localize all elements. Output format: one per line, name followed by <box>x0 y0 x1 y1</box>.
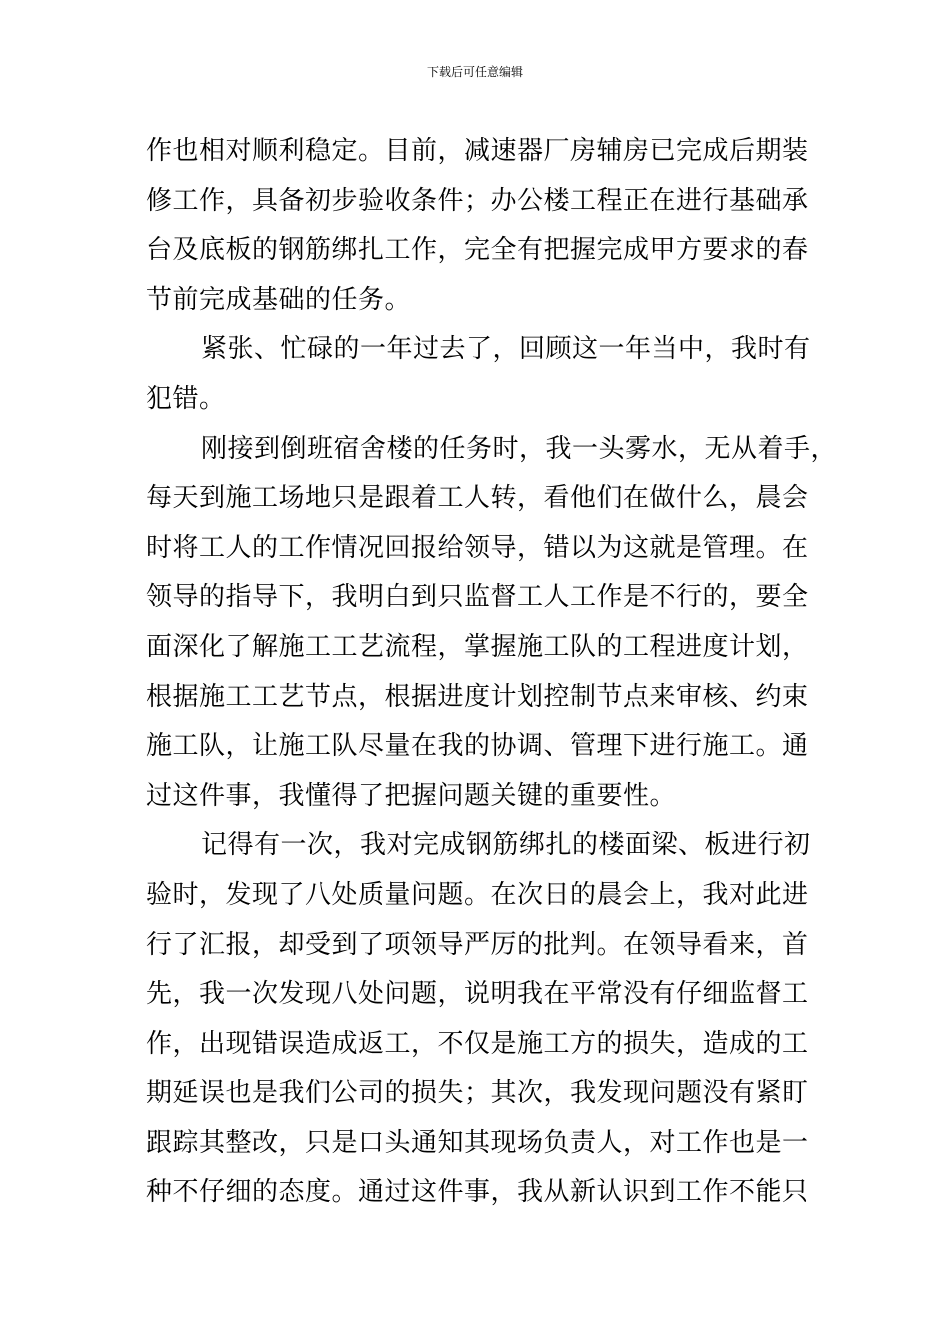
text-line: 节前完成基础的任务。 <box>146 284 412 315</box>
text-line: 时将工人的工作情况回报给领导，错以为这就是管理。在 <box>146 532 809 563</box>
text-line: 验时，发现了八处质量问题。在次日的晨会上，我对此进 <box>146 879 809 910</box>
document-body <box>146 127 838 1218</box>
text-line: 作也相对顺利稳定。目前，减速器厂房辅房已完成后期装 <box>146 136 809 166</box>
text-line: 犯错。 <box>146 383 226 414</box>
text-line: 作，出现错误造成返工，不仅是施工方的损失，造成的工 <box>146 1028 809 1059</box>
text-line: 台及底板的钢筋绑扎工作，完全有把握完成甲方要求的春 <box>146 235 809 266</box>
page-header: 下载后可任意编辑 <box>426 65 523 79</box>
text-line: 先，我一次发现八处问题，说明我在平常没有仔细监督工 <box>146 979 809 1010</box>
text-line: 修工作，具备初步验收条件；办公楼工程正在进行基础承 <box>146 185 809 216</box>
text-line: 行了汇报，却受到了项领导严厉的批判。在领导看来，首 <box>146 929 809 960</box>
text-line: 面深化了解施工工艺流程，掌握施工队的工程进度计划， <box>146 631 809 662</box>
text-line: 跟踪其整改，只是口头通知其现场负责人，对工作也是一 <box>146 1127 809 1158</box>
text-line: 种不仔细的态度。通过这件事，我从新认识到工作不能只 <box>146 1177 809 1208</box>
text-line: 施工队，让施工队尽量在我的协调、管理下进行施工。通 <box>146 731 809 762</box>
paragraph-start-line: 刚接到倒班宿舍楼的任务时，我一头雾水，无从着手， <box>201 433 838 464</box>
paragraph-start-line: 记得有一次，我对完成钢筋绑扎的楼面梁、板进行初 <box>201 830 811 861</box>
text-line: 过这件事，我懂得了把握问题关键的重要性。 <box>146 780 677 811</box>
text-line: 每天到施工场地只是跟着工人转，看他们在做什么，晨会 <box>146 483 809 514</box>
paragraph-start-line: 紧张、忙碌的一年过去了，回顾这一年当中，我时有 <box>201 334 811 365</box>
text-line: 领导的指导下，我明白到只监督工人工作是不行的，要全 <box>146 582 809 613</box>
text-line: 根据施工工艺节点，根据进度计划控制节点来审核、约束 <box>146 681 809 712</box>
text-line: 期延误也是我们公司的损失；其次，我发现问题没有紧盯 <box>146 1078 809 1109</box>
